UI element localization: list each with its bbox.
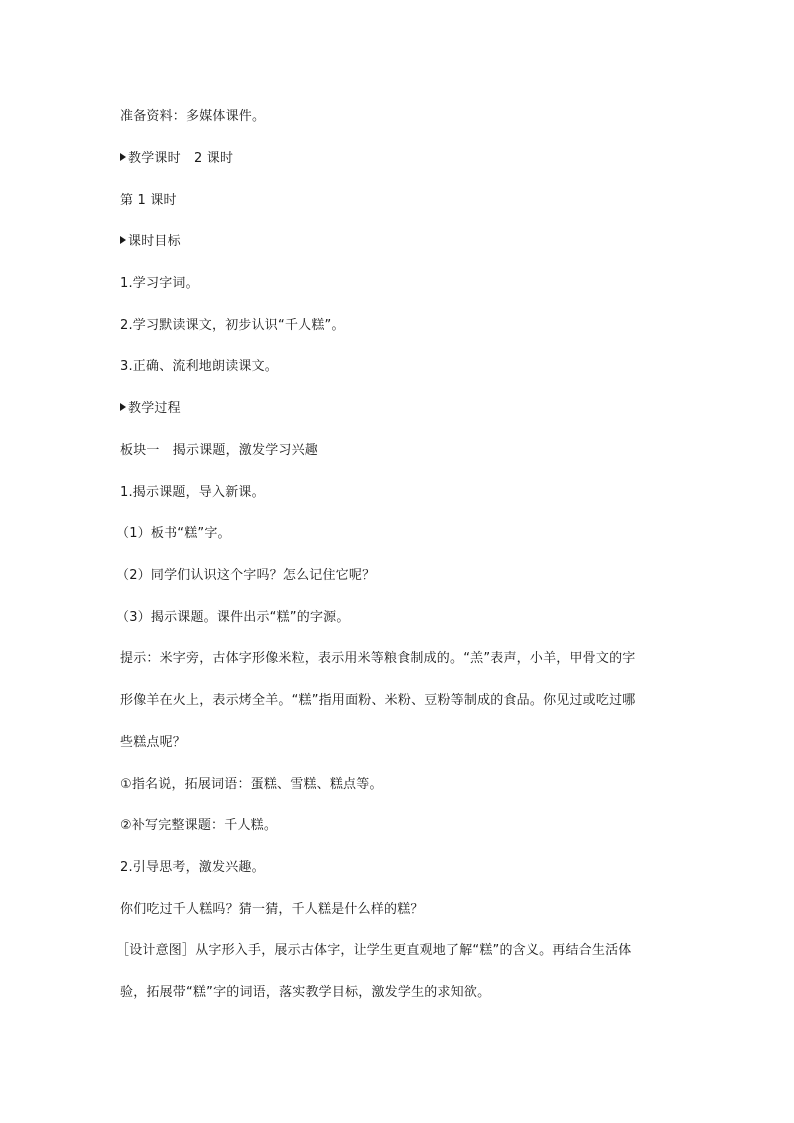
- substep-2-line: （2）同学们认识这个字吗？怎么记住它呢？: [116, 568, 376, 583]
- goal-item-3: 3.正确、流利地朗读课文。: [120, 359, 279, 374]
- substep-1-line: （1）板书“糕”字。: [116, 526, 231, 541]
- substep-3-line: （3）揭示课题。课件出示“糕”的字源。: [116, 610, 350, 625]
- step-1-line: 1.揭示课题，导入新课。: [120, 485, 265, 500]
- hint-paragraph-line-3: 些糕点呢？: [120, 735, 187, 750]
- hint-paragraph-line-1: 提示：米字旁，古体字形像米粒，表示用米等粮食制成的。“羔”表声，小羊，甲骨文的字: [120, 651, 636, 666]
- lesson-goals-heading: 课时目标: [120, 233, 680, 251]
- goal-item-2: 2.学习默读课文，初步认识“千人糕”。: [120, 318, 345, 333]
- question-line: 你们吃过千人糕吗？猜一猜，千人糕是什么样的糕？: [120, 902, 424, 917]
- triangle-bullet-icon: [120, 153, 126, 161]
- teaching-process-heading: 教学过程: [120, 400, 680, 418]
- design-intent-line-2: 验，拓展带“糕”字的词语，落实教学目标，激发学生的求知欲。: [120, 985, 491, 1000]
- goal-item-1: 1.学习字词。: [120, 276, 199, 291]
- section-one-title: 板块一 揭示课题，激发学习兴趣: [120, 443, 319, 458]
- triangle-bullet-icon: [120, 236, 126, 244]
- circled-item-1: ①指名说，拓展词语：蛋糕、雪糕、糕点等。: [120, 777, 383, 792]
- design-intent-line-1: ［设计意图］从字形入手，展示古体字，让学生更直观地了解“糕”的含义。再结合生活体: [116, 943, 632, 958]
- step-2-line: 2.引导思考，激发兴趣。: [120, 860, 265, 875]
- lesson-one-heading: 第 1 课时: [120, 193, 177, 208]
- prep-materials-line: 准备资料：多媒体课件。: [120, 109, 266, 124]
- hint-paragraph-line-2: 形像羊在火上，表示烤全羊。“糕”指用面粉、米粉、豆粉等制成的食品。你见过或吃过哪: [120, 693, 636, 708]
- circled-item-2: ②补写完整课题：千人糕。: [120, 818, 278, 833]
- triangle-bullet-icon: [120, 403, 126, 411]
- teaching-hours-heading: 教学课时 2 课时: [120, 150, 680, 168]
